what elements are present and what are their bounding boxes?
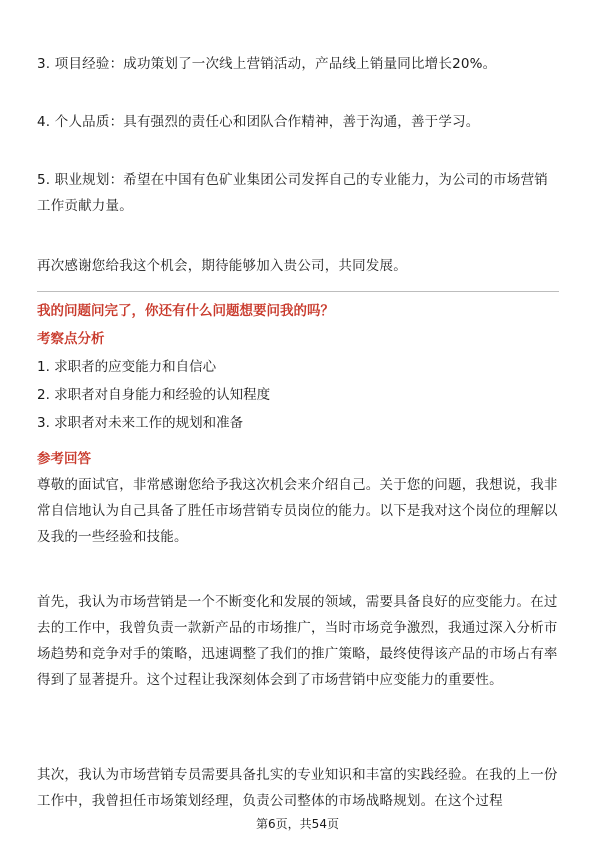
section-divider: [37, 291, 559, 292]
item-project-experience: 3. 项目经验：成功策划了一次线上营销活动，产品线上销量同比增长20%。: [37, 56, 497, 72]
document-page: [37, 0, 559, 842]
analysis-item: 2. 求职者对自身能力和经验的认知程度: [37, 387, 271, 403]
analysis-item: 1. 求职者的应变能力和自信心: [37, 359, 217, 375]
answer-heading: 参考回答: [37, 451, 91, 467]
item-personal-quality: 4. 个人品质：具有强烈的责任心和团队合作精神，善于沟通，善于学习。: [37, 114, 480, 130]
page-number-footer: 第6页，共54页: [256, 817, 339, 831]
answer-paragraph-second: 其次，我认为市场营销专员需要具备扎实的专业知识和丰富的实践经验。在我的上一份工作中，我曾担任市场策划经理，负责公司整体的市场战略规划。在这个过程: [37, 767, 558, 809]
closing-paragraph: 再次感谢您给我这个机会，期待能够加入贵公司，共同发展。: [37, 258, 407, 274]
analysis-heading: 考察点分析: [37, 331, 105, 347]
question-heading: 我的问题问完了，你还有什么问题想要问我的吗？: [37, 303, 334, 319]
analysis-item: 3. 求职者对未来工作的规划和准备: [37, 415, 244, 431]
answer-paragraph-first: 首先，我认为市场营销是一个不断变化和发展的领域，需要具备良好的应变能力。在过去的工作中，我曾负责一款新产品的市场推广，当时市场竞争激烈，我通过深入分析市场趋势和竞争对手的策略，迅速调整了我们的推广策略，最终使得该产品的市场占有率得到了显著提升。这个过程让我深刻体会到了市场营销中应变能力的重要性。: [37, 594, 558, 688]
item-career-plan: 5. 职业规划：希望在中国有色矿业集团公司发挥自己的专业能力，为公司的市场营销工作贡献力量。: [37, 172, 548, 214]
answer-paragraph-intro: 尊敬的面试官，非常感谢您给予我这次机会来介绍自己。关于您的问题，我想说，我非常自信地认为自己具备了胜任市场营销专员岗位的能力。以下是我对这个岗位的理解以及我的一些经验和技能。: [37, 477, 558, 545]
